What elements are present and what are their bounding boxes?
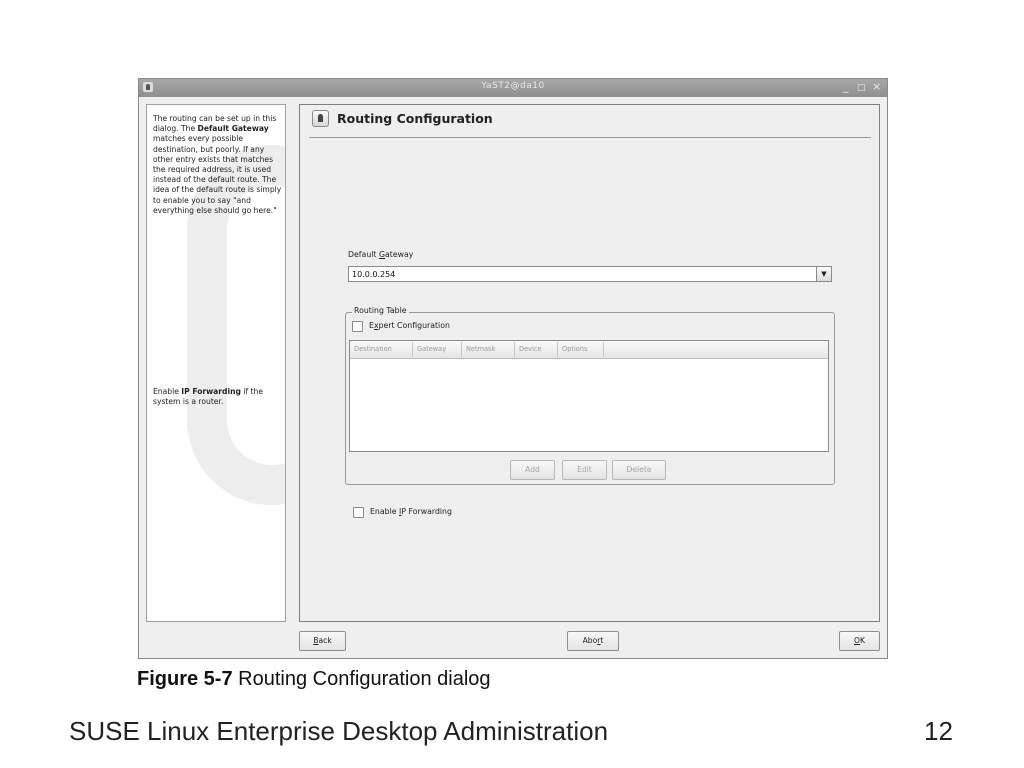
chevron-down-icon[interactable]: ▼ bbox=[816, 266, 832, 282]
routing-config-icon bbox=[312, 110, 329, 127]
back-button[interactable]: Back bbox=[299, 631, 346, 651]
column-header-destination[interactable]: Destination bbox=[354, 345, 392, 353]
help-paragraph-forwarding: Enable IP Forwarding if the system is a router. bbox=[153, 387, 264, 407]
column-separator bbox=[412, 342, 413, 357]
page-title: Routing Configuration bbox=[337, 111, 493, 126]
default-gateway-label: Default Gateway bbox=[348, 250, 414, 259]
close-icon[interactable]: × bbox=[872, 80, 882, 93]
slide-page-number: 12 bbox=[924, 716, 953, 746]
column-header-options[interactable]: Options bbox=[562, 345, 588, 353]
content-area bbox=[299, 104, 880, 622]
help-paragraph-routing: The routing can be set up in this dialog. The Default Gateway matches every possible destination, but poorly. If any other entry exists that matches the required address, it is used instead of the default route. The idea of the default route is simply to enable you to say "and everything else should go here." bbox=[153, 114, 282, 215]
add-route-button[interactable]: Add bbox=[510, 460, 555, 480]
maximize-icon[interactable]: □ bbox=[857, 83, 866, 93]
ip-forwarding-label[interactable]: Enable IP Forwarding bbox=[370, 507, 452, 516]
routing-table-header bbox=[350, 341, 828, 359]
routing-table-legend: Routing Table bbox=[354, 306, 407, 315]
routing-table[interactable] bbox=[349, 340, 829, 452]
ok-button[interactable]: OK bbox=[839, 631, 880, 651]
default-gateway-input[interactable] bbox=[348, 266, 818, 282]
minimize-icon[interactable]: _ bbox=[843, 80, 849, 93]
column-separator bbox=[557, 342, 558, 357]
help-panel bbox=[146, 104, 286, 622]
abort-button[interactable]: Abort bbox=[567, 631, 619, 651]
column-header-netmask[interactable]: Netmask bbox=[466, 345, 496, 353]
expert-configuration-checkbox[interactable] bbox=[352, 321, 363, 332]
column-separator bbox=[603, 342, 604, 357]
delete-route-button[interactable]: Delete bbox=[612, 460, 666, 480]
column-header-device[interactable]: Device bbox=[519, 345, 542, 353]
column-separator bbox=[461, 342, 462, 357]
yast-window bbox=[138, 78, 888, 659]
title-divider bbox=[309, 137, 871, 138]
slide-footer-title: SUSE Linux Enterprise Desktop Administration bbox=[69, 716, 609, 746]
edit-route-button[interactable]: Edit bbox=[562, 460, 607, 480]
figure-caption: Figure 5-7 Routing Configuration dialog bbox=[137, 668, 491, 690]
title-bar[interactable] bbox=[139, 79, 887, 97]
column-separator bbox=[514, 342, 515, 357]
expert-configuration-label[interactable]: Expert Configuration bbox=[369, 321, 450, 330]
ip-forwarding-checkbox[interactable] bbox=[353, 507, 364, 518]
window-title: YaST2@da10 bbox=[481, 81, 545, 91]
column-header-gateway[interactable]: Gateway bbox=[417, 345, 447, 353]
